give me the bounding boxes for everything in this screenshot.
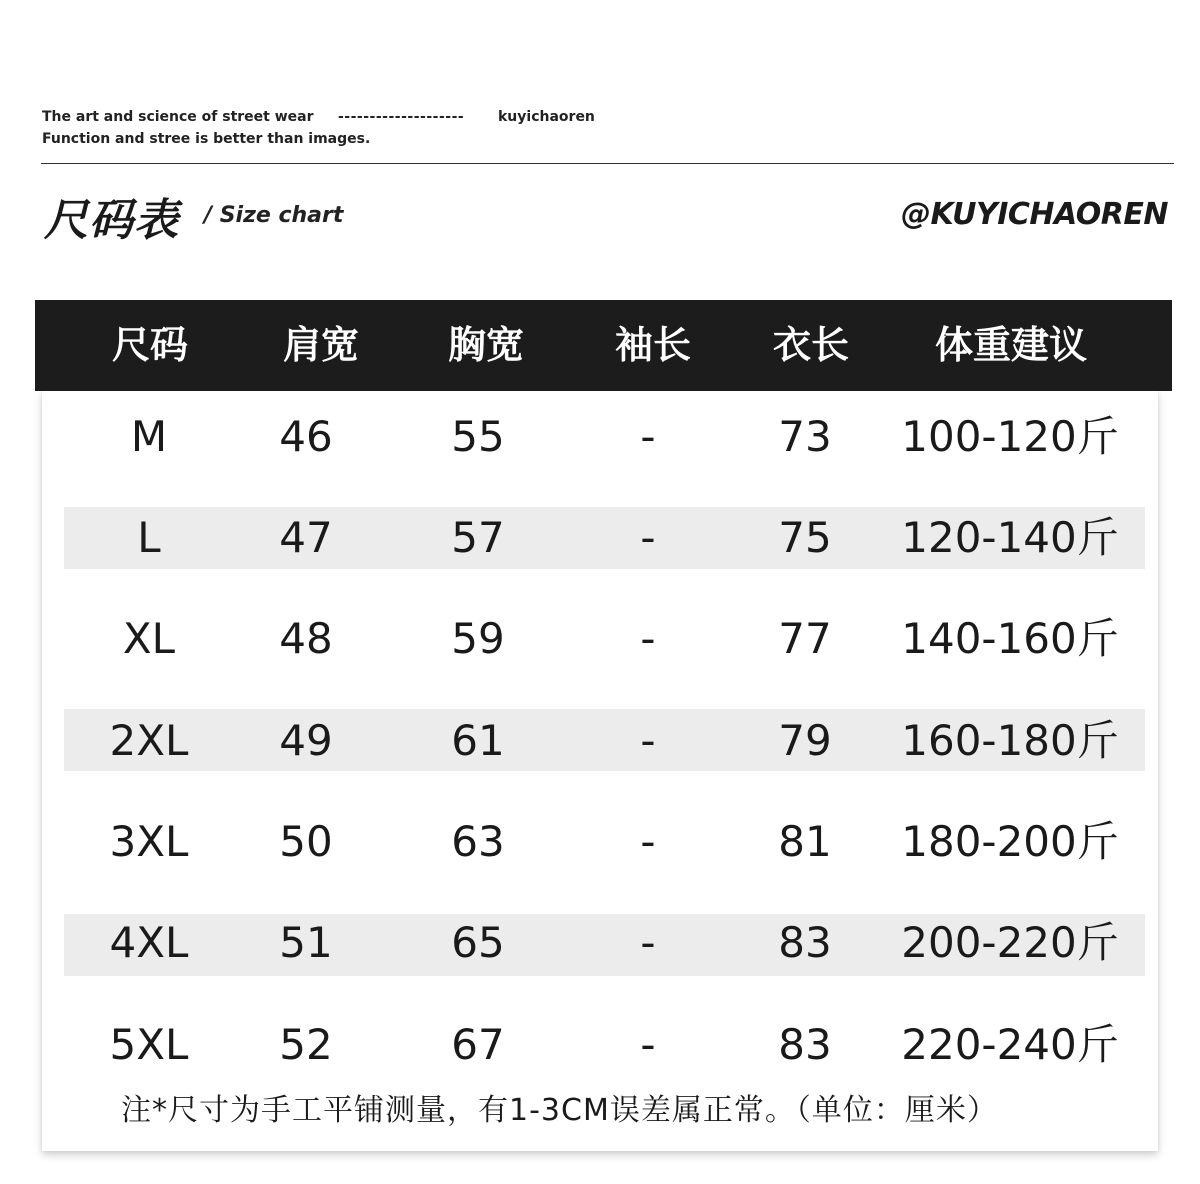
cell-length: 81 [778,817,832,866]
cell-length: 79 [778,716,832,765]
cell-length: 73 [778,412,832,461]
cell-length: 77 [778,614,832,663]
cell-shoulder: 46 [279,412,333,461]
header-cell-shoulder: 肩宽 [282,323,360,367]
cell-shoulder: 51 [279,918,333,967]
cell-sleeve: - [640,817,656,866]
cell-weight: 160-180斤 [901,716,1119,765]
header-cell-length: 衣长 [772,323,850,367]
cell-sleeve: - [640,716,656,765]
page-subtitle: / Size chart [204,203,344,228]
cell-shoulder: 48 [279,614,333,663]
cell-sleeve: - [640,614,656,663]
tagline-brand: kuyichaoren [498,109,595,125]
cell-shoulder: 50 [279,817,333,866]
header-cell-chest: 胸宽 [447,323,525,367]
table-header [35,300,1172,391]
cell-sleeve: - [640,513,656,562]
cell-weight: 180-200斤 [901,817,1119,866]
cell-weight: 120-140斤 [901,513,1119,562]
brand-handle: @KUYICHAOREN [900,197,1168,232]
cell-sleeve: - [640,1020,656,1069]
cell-chest: 59 [451,614,505,663]
header-cell-size: 尺码 [111,323,189,367]
cell-shoulder: 49 [279,716,333,765]
cell-chest: 55 [451,412,505,461]
cell-size: L [137,513,161,562]
cell-sleeve: - [640,918,656,967]
header-cell-weight: 体重建议 [934,323,1088,367]
cell-shoulder: 52 [279,1020,333,1069]
cell-size: M [130,412,168,461]
cell-length: 75 [778,513,832,562]
header-cell-sleeve: 袖长 [614,323,692,367]
cell-length: 83 [778,1020,832,1069]
footnote: 注*尺寸为手工平铺测量，有1-3CM误差属正常。（单位：厘米） [121,1093,998,1128]
cell-weight: 140-160斤 [901,614,1119,663]
tagline-line2: Function and stree is better than images. [42,131,371,147]
cell-sleeve: - [640,412,656,461]
cell-chest: 61 [451,716,505,765]
cell-size: 3XL [109,817,189,866]
cell-chest: 67 [451,1020,505,1069]
cell-length: 83 [778,918,832,967]
tagline-line1 [42,106,595,128]
cell-size: XL [122,614,176,663]
cell-weight: 220-240斤 [901,1020,1119,1069]
cell-size: 4XL [109,918,189,967]
page-title: 尺码表 [44,195,179,246]
cell-weight: 100-120斤 [901,412,1119,461]
cell-chest: 63 [451,817,505,866]
cell-size: 2XL [109,716,189,765]
cell-chest: 57 [451,513,505,562]
cell-size: 5XL [109,1020,189,1069]
tagline-dashes: -------------------- [338,109,465,125]
cell-weight: 200-220斤 [901,918,1119,967]
cell-chest: 65 [451,918,505,967]
divider [41,163,1174,164]
cell-shoulder: 47 [279,513,333,562]
tagline-text: The art and science of street wear [42,109,314,125]
